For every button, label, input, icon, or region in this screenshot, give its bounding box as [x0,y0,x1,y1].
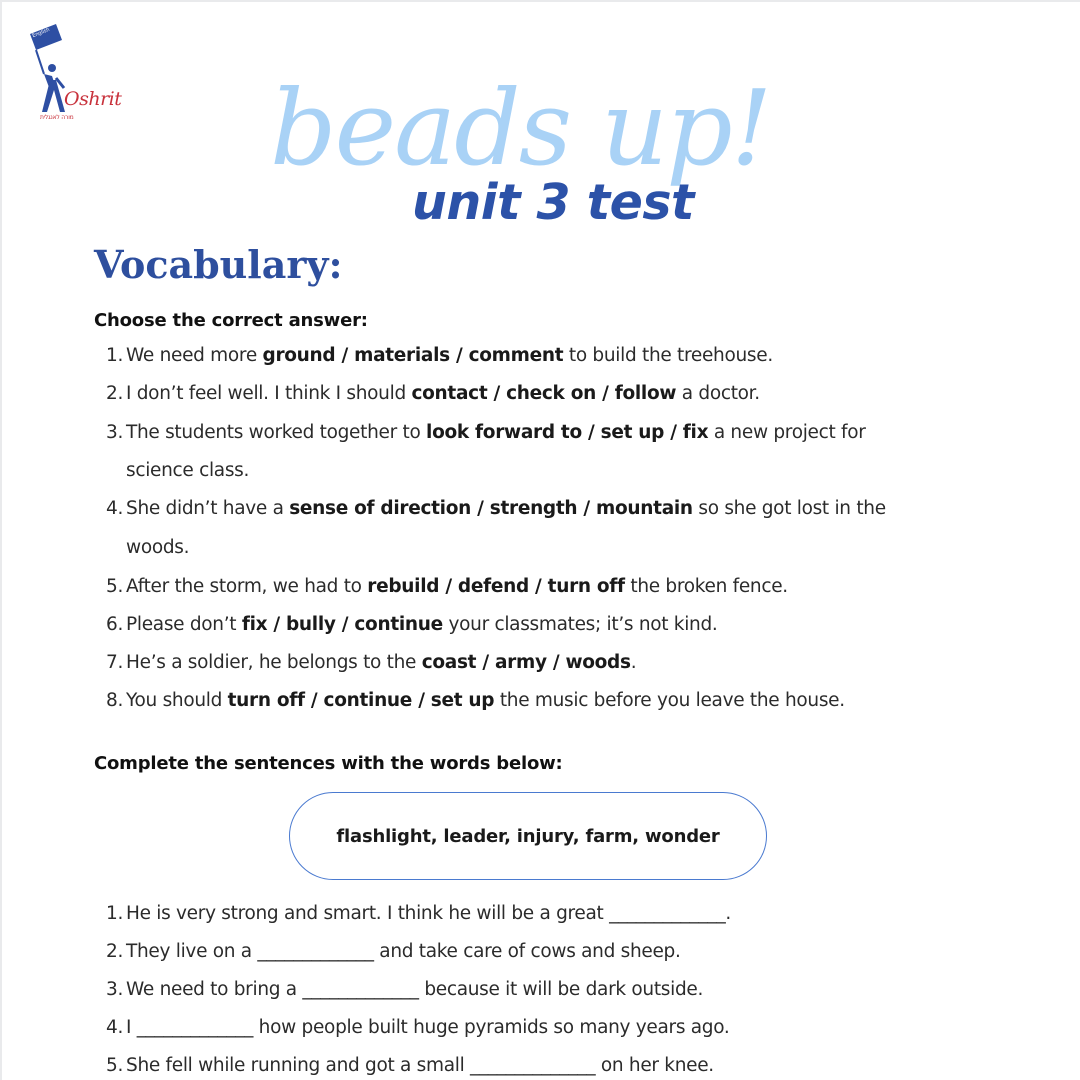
list-item: 5. After the storm, we had to rebuild / defend / turn off the broken fence. [106,576,788,597]
logo-word: Oshrit [64,88,122,110]
list-item: 2. They live on a _____________ and take care of cows and sheep. [106,941,681,962]
instruction-choose: Choose the correct answer: [94,310,368,331]
list-item: 3. The students worked together to look forward to / set up / fix a new project for [106,422,866,443]
list-item-continuation: woods. [126,537,190,558]
list-item: 4. She didn’t have a sense of direction / strength / mountain so she got lost in the [106,498,886,519]
word-bank-text: flashlight, leader, injury, farm, wonder [336,825,720,847]
list-item: 1. He is very strong and smart. I think he will be a great _____________. [106,903,732,924]
list-item: 1. We need more ground / materials / comment to build the treehouse. [106,345,773,366]
logo [24,20,124,124]
list-item: 7. He’s a soldier, he belongs to the coast / army / woods. [106,652,637,673]
logo-flag-text: English [31,26,51,40]
section-heading: Vocabulary: [94,242,343,287]
list-item: 2. I don’t feel well. I think I should contact / check on / follow a doctor. [106,383,760,404]
list-item-continuation: science class. [126,460,250,481]
list-item: 8. You should turn off / continue / set up the music before you leave the house. [106,690,845,711]
word-bank [289,792,767,880]
instruction-complete: Complete the sentences with the words below: [94,753,563,774]
worksheet-page [2,2,1080,1080]
list-item: 3. We need to bring a _____________ because it will be dark outside. [106,979,704,1000]
title-script: beads up! [270,67,771,189]
title-subtitle: unit 3 test [412,174,694,231]
list-item: 5. She fell while running and got a small ______________ on her knee. [106,1055,714,1076]
logo-tagline: מורה לאנגלית [40,114,74,121]
list-item: 6. Please don’t fix / bully / continue your classmates; it’s not kind. [106,614,718,635]
list-item: 4. I _____________ how people built huge pyramids so many years ago. [106,1017,730,1038]
